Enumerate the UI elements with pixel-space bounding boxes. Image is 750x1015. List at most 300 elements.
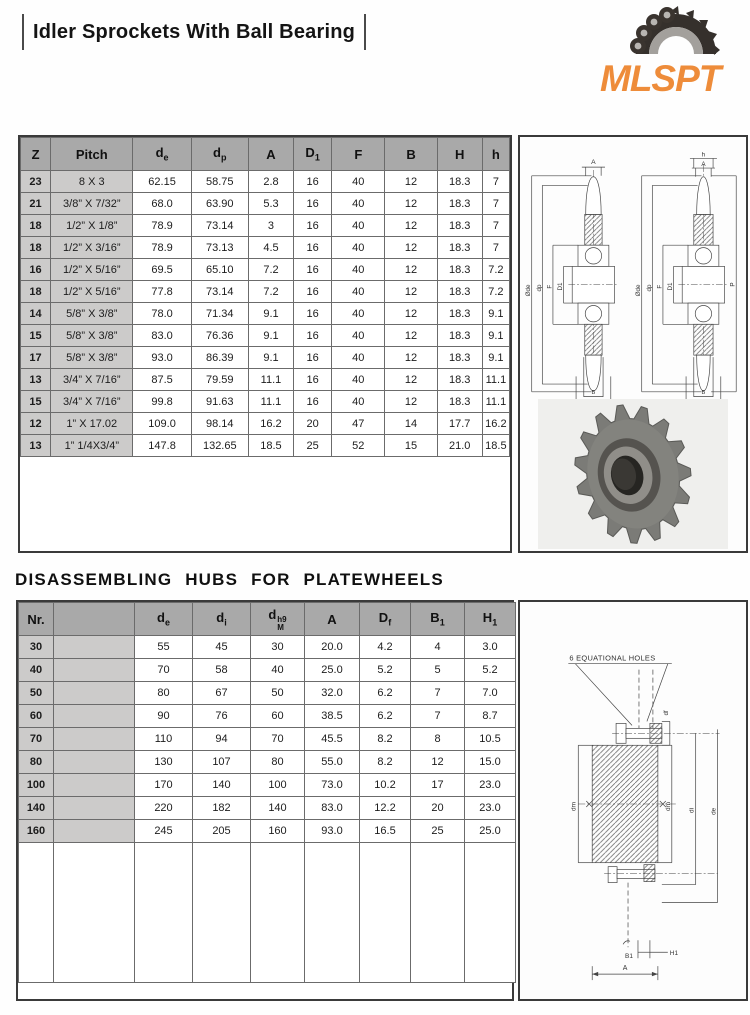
table-cell: 68.0 <box>133 193 191 215</box>
table-cell: 76 <box>193 705 251 728</box>
row-label: 100 <box>19 774 54 797</box>
column-header <box>54 603 135 636</box>
header-row <box>19 603 516 636</box>
table-cell: 45 <box>193 636 251 659</box>
dim-label-B1: B1 <box>625 953 633 961</box>
column-header: H <box>437 138 482 171</box>
table-cell: 78.9 <box>133 215 191 237</box>
dim-label-P: P <box>729 282 737 287</box>
table-row <box>19 774 516 797</box>
row-label: 30 <box>19 636 54 659</box>
dim-label-A: A <box>622 965 628 973</box>
table-cell: 2.8 <box>248 171 293 193</box>
table-cell: 25 <box>411 820 465 843</box>
empty-cell <box>411 843 465 983</box>
table-cell: 3 <box>248 215 293 237</box>
table-cell: 3/4” X 7/16” <box>51 391 133 413</box>
table-cell: 16 <box>294 325 332 347</box>
column-header: F <box>332 138 385 171</box>
table-cell: 45.5 <box>305 728 360 751</box>
table-row <box>19 659 516 682</box>
table-row <box>21 435 510 457</box>
column-header: B <box>385 138 437 171</box>
table-cell <box>54 751 135 774</box>
column-header: $d_e$ <box>133 138 191 171</box>
table-cell: 7 <box>411 705 465 728</box>
table-cell: 80 <box>251 751 305 774</box>
table-cell: 182 <box>193 797 251 820</box>
table-cell: 80 <box>135 682 193 705</box>
table-cell: 71.34 <box>191 303 248 325</box>
table-cell: 47 <box>332 413 385 435</box>
table-cell: 40 <box>332 259 385 281</box>
table-cell: 40 <box>332 281 385 303</box>
table-cell: 9.1 <box>248 347 293 369</box>
dim-label-dp: dp <box>645 284 653 292</box>
hub-drawing-panel <box>518 600 748 1001</box>
table-cell: 40 <box>332 369 385 391</box>
table-cell: 23.0 <box>465 774 516 797</box>
table-cell: 7.2 <box>482 281 509 303</box>
title-left-bar <box>22 14 24 50</box>
dim-label-F: F <box>546 284 554 289</box>
dim-label-B: B <box>591 390 596 397</box>
table-cell: 15 <box>385 435 437 457</box>
table-row <box>19 820 516 843</box>
row-label: 50 <box>19 682 54 705</box>
table-cell: 25.0 <box>465 820 516 843</box>
table-cell: 12 <box>385 259 437 281</box>
table-cell <box>54 682 135 705</box>
column-header: $d_i$ <box>193 603 251 636</box>
table-cell: 107 <box>193 751 251 774</box>
table-row <box>19 728 516 751</box>
table-cell: 21.0 <box>437 435 482 457</box>
table-cell: 16 <box>294 259 332 281</box>
table-cell: 3/8” X 7/32” <box>51 193 133 215</box>
table-cell: 91.63 <box>191 391 248 413</box>
table-cell: 40 <box>332 325 385 347</box>
dim-label-de: Øde <box>634 284 642 297</box>
page-title: Idler Sprockets With Ball Bearing <box>33 20 356 43</box>
table-row <box>21 325 510 347</box>
table-cell: 10.5 <box>465 728 516 751</box>
sprocket-section-drawing-left <box>524 143 632 413</box>
table-cell: 15.0 <box>465 751 516 774</box>
table-row <box>21 303 510 325</box>
table-cell: 8 <box>411 728 465 751</box>
table-cell: 8.2 <box>360 728 411 751</box>
table-cell: 109.0 <box>133 413 191 435</box>
row-label: 13 <box>21 369 51 391</box>
row-label: 60 <box>19 705 54 728</box>
row-label: 70 <box>19 728 54 751</box>
table-cell: 16 <box>294 215 332 237</box>
table-cell: 1” X 17.02 <box>51 413 133 435</box>
table-cell: 5 <box>411 659 465 682</box>
table-cell: 3/4” X 7/16” <box>51 369 133 391</box>
table-cell: 12.2 <box>360 797 411 820</box>
table-cell: 83.0 <box>133 325 191 347</box>
table-cell: 9.1 <box>482 325 509 347</box>
row-label: 15 <box>21 391 51 413</box>
row-label: 16 <box>21 259 51 281</box>
empty-cell <box>135 843 193 983</box>
table-cell: 62.15 <box>133 171 191 193</box>
table-row <box>21 171 510 193</box>
table-row <box>19 705 516 728</box>
sprocket-drawing-panel <box>518 135 748 553</box>
table-cell: 140 <box>193 774 251 797</box>
table-cell: 40 <box>332 237 385 259</box>
table-cell <box>54 636 135 659</box>
table-cell: 9.1 <box>482 347 509 369</box>
table-cell: 78.9 <box>133 237 191 259</box>
dim-label-de: de <box>710 807 718 815</box>
table-cell: 50 <box>251 682 305 705</box>
column-header: $B_1$ <box>411 603 465 636</box>
table-cell: 6.2 <box>360 705 411 728</box>
table-cell: 7.2 <box>482 259 509 281</box>
table-cell: 67 <box>193 682 251 705</box>
table-cell: 5/8” X 3/8” <box>51 325 133 347</box>
table-cell: 93.0 <box>305 820 360 843</box>
table-cell: 6.2 <box>360 682 411 705</box>
table-cell: 70 <box>135 659 193 682</box>
empty-cell <box>465 843 516 983</box>
row-label: 14 <box>21 303 51 325</box>
table-cell: 16 <box>294 369 332 391</box>
dim-label-F: F <box>656 284 664 289</box>
table-cell: 16.2 <box>248 413 293 435</box>
dim-label-D1: D1 <box>557 282 565 291</box>
table-cell: 40 <box>332 303 385 325</box>
row-label: 15 <box>21 325 51 347</box>
table-cell: 7.2 <box>248 281 293 303</box>
column-header: $D_f$ <box>360 603 411 636</box>
table-cell: 16 <box>294 347 332 369</box>
row-label: 13 <box>21 435 51 457</box>
table-cell: 18.3 <box>437 391 482 413</box>
table-row <box>21 259 510 281</box>
dim-label-dp: dp <box>535 284 543 292</box>
dim-label-di: di <box>688 807 696 813</box>
table-cell: 100 <box>251 774 305 797</box>
table-row <box>19 682 516 705</box>
logo-text: MLSPT <box>600 58 721 96</box>
table-cell: 12 <box>385 347 437 369</box>
empty-row <box>19 843 516 983</box>
table-cell: 16 <box>294 237 332 259</box>
table-cell: 73.0 <box>305 774 360 797</box>
table-cell: 90 <box>135 705 193 728</box>
column-header: A <box>248 138 293 171</box>
table-cell: 18.3 <box>437 215 482 237</box>
column-header: A <box>305 603 360 636</box>
table-cell: 18.5 <box>248 435 293 457</box>
column-header: d h9 M <box>251 603 305 636</box>
table-cell: 7.0 <box>465 682 516 705</box>
table-cell: 79.59 <box>191 369 248 391</box>
table-cell: 7 <box>482 215 509 237</box>
table-cell <box>54 728 135 751</box>
column-header: Nr. <box>19 603 54 636</box>
table-cell: 38.5 <box>305 705 360 728</box>
table-cell <box>54 797 135 820</box>
table-cell: 12 <box>385 171 437 193</box>
row-label: 160 <box>19 820 54 843</box>
sprocket-table <box>20 137 510 457</box>
table-row <box>19 636 516 659</box>
table-cell: 86.39 <box>191 347 248 369</box>
table-cell: 40 <box>332 391 385 413</box>
column-header: h <box>482 138 509 171</box>
table-cell: 16 <box>294 171 332 193</box>
table-cell: 12 <box>385 215 437 237</box>
empty-cell <box>19 843 54 983</box>
table-cell: 4.2 <box>360 636 411 659</box>
table-cell: 16 <box>294 281 332 303</box>
table-cell: 110 <box>135 728 193 751</box>
table-cell: 9.1 <box>482 303 509 325</box>
row-label: 23 <box>21 171 51 193</box>
table-cell: 9.1 <box>248 303 293 325</box>
table-cell: 5/8” X 3/8” <box>51 303 133 325</box>
column-header: $d_e$ <box>135 603 193 636</box>
table-cell: 4 <box>411 636 465 659</box>
table-cell: 130 <box>135 751 193 774</box>
dim-label-H1: H1 <box>669 950 679 958</box>
row-label: 18 <box>21 215 51 237</box>
row-label: 21 <box>21 193 51 215</box>
dim-label-de: Øde <box>524 284 532 297</box>
company-logo <box>596 4 746 96</box>
table-cell: 16.2 <box>482 413 509 435</box>
table-cell: 18.3 <box>437 281 482 303</box>
table-cell: 7 <box>482 237 509 259</box>
table-cell: 12 <box>385 369 437 391</box>
column-header: $H_1$ <box>465 603 516 636</box>
table-cell: 11.1 <box>482 369 509 391</box>
table-cell: 55.0 <box>305 751 360 774</box>
table-cell: 58 <box>193 659 251 682</box>
table-cell: 17 <box>411 774 465 797</box>
row-label: 80 <box>19 751 54 774</box>
table-cell: 1/2” X 3/16” <box>51 237 133 259</box>
table-cell: 32.0 <box>305 682 360 705</box>
table-cell <box>54 774 135 797</box>
table-cell: 76.36 <box>191 325 248 347</box>
table-cell: 5.2 <box>360 659 411 682</box>
sprocket-table-container <box>18 135 512 553</box>
table-row <box>21 215 510 237</box>
column-header: $D_1$ <box>294 138 332 171</box>
table-cell: 18.3 <box>437 347 482 369</box>
table-cell: 16 <box>294 391 332 413</box>
row-label: 18 <box>21 281 51 303</box>
table-cell: 55 <box>135 636 193 659</box>
table-cell: 58.75 <box>191 171 248 193</box>
table-cell: 40 <box>332 347 385 369</box>
table-row <box>21 281 510 303</box>
table-row <box>21 193 510 215</box>
table-cell: 12 <box>385 391 437 413</box>
sprocket-chain-icon <box>630 6 720 55</box>
row-label: 40 <box>19 659 54 682</box>
table-cell: 18.5 <box>482 435 509 457</box>
table-cell <box>54 820 135 843</box>
table-cell: 147.8 <box>133 435 191 457</box>
column-header: $d_p$ <box>191 138 248 171</box>
table-cell: 99.8 <box>133 391 191 413</box>
table-cell: 94 <box>193 728 251 751</box>
table-cell: 78.0 <box>133 303 191 325</box>
table-cell: 16 <box>294 303 332 325</box>
table-cell: 98.14 <box>191 413 248 435</box>
table-cell: 40 <box>332 215 385 237</box>
table-cell: 77.8 <box>133 281 191 303</box>
table-cell: 11.1 <box>482 391 509 413</box>
table-cell: 40 <box>332 193 385 215</box>
table-cell: 65.10 <box>191 259 248 281</box>
table-row <box>21 369 510 391</box>
dim-label-B: B <box>701 390 706 397</box>
table-cell: 3.0 <box>465 636 516 659</box>
table-cell: 12 <box>385 325 437 347</box>
sprocket-section-drawing-right <box>634 143 742 413</box>
dim-label-dm-left: dm <box>570 801 578 811</box>
header-row <box>21 138 510 171</box>
table-cell: 93.0 <box>133 347 191 369</box>
dim-label-A: A <box>591 159 596 167</box>
section-title: DISASSEMBLING HUBS FOR PLATEWHEELS <box>15 570 444 589</box>
table-cell: 60 <box>251 705 305 728</box>
table-cell: 18.3 <box>437 259 482 281</box>
table-cell: 7.2 <box>248 259 293 281</box>
table-cell: 1/2” X 5/16” <box>51 259 133 281</box>
table-cell: 25.0 <box>305 659 360 682</box>
table-cell <box>54 659 135 682</box>
dim-label-df: df <box>663 710 670 716</box>
row-label: 17 <box>21 347 51 369</box>
title-right-bar <box>364 14 366 50</box>
table-cell: 8.7 <box>465 705 516 728</box>
hub-table-container <box>16 600 514 1001</box>
table-cell: 8 X 3 <box>51 171 133 193</box>
table-cell: 73.14 <box>191 215 248 237</box>
table-row <box>19 751 516 774</box>
table-cell: 12 <box>385 237 437 259</box>
table-cell: 132.65 <box>191 435 248 457</box>
table-row <box>21 347 510 369</box>
table-cell: 12 <box>385 193 437 215</box>
table-cell: 170 <box>135 774 193 797</box>
row-label: 12 <box>21 413 51 435</box>
table-cell: 23.0 <box>465 797 516 820</box>
table-cell <box>54 705 135 728</box>
table-row <box>21 391 510 413</box>
table-cell: 18.3 <box>437 193 482 215</box>
table-cell: 40 <box>332 171 385 193</box>
table-cell: 11.1 <box>248 391 293 413</box>
hub-table <box>18 602 516 983</box>
table-cell: 70 <box>251 728 305 751</box>
hub-drawing <box>520 604 746 998</box>
table-cell: 140 <box>251 797 305 820</box>
table-cell: 7 <box>482 171 509 193</box>
dim-label-A: A <box>701 161 706 169</box>
table-cell: 20 <box>411 797 465 820</box>
empty-cell <box>193 843 251 983</box>
table-cell: 1/2” X 5/16” <box>51 281 133 303</box>
table-cell: 73.13 <box>191 237 248 259</box>
table-cell: 18.3 <box>437 369 482 391</box>
table-cell: 87.5 <box>133 369 191 391</box>
table-cell: 5.3 <box>248 193 293 215</box>
table-cell: 1/2” X 1/8” <box>51 215 133 237</box>
table-cell: 12 <box>411 751 465 774</box>
dim-label-D1: D1 <box>667 282 675 291</box>
sprocket-photo <box>538 399 728 549</box>
table-cell: 83.0 <box>305 797 360 820</box>
row-label: 18 <box>21 237 51 259</box>
table-cell: 17.7 <box>437 413 482 435</box>
table-cell: 7 <box>411 682 465 705</box>
empty-cell <box>360 843 411 983</box>
empty-cell <box>251 843 305 983</box>
table-cell: 16 <box>294 193 332 215</box>
empty-cell <box>305 843 360 983</box>
empty-cell <box>54 843 135 983</box>
table-cell: 63.90 <box>191 193 248 215</box>
table-cell: 205 <box>193 820 251 843</box>
table-cell: 12 <box>385 303 437 325</box>
table-row <box>21 413 510 435</box>
table-cell: 160 <box>251 820 305 843</box>
table-cell: 14 <box>385 413 437 435</box>
table-cell: 20.0 <box>305 636 360 659</box>
table-cell: 12 <box>385 281 437 303</box>
table-cell: 245 <box>135 820 193 843</box>
column-header: Pitch <box>51 138 133 171</box>
table-cell: 16.5 <box>360 820 411 843</box>
table-cell: 30 <box>251 636 305 659</box>
table-cell: 5.2 <box>465 659 516 682</box>
table-row <box>19 797 516 820</box>
table-cell: 18.3 <box>437 171 482 193</box>
table-cell: 10.2 <box>360 774 411 797</box>
column-header: Z <box>21 138 51 171</box>
table-cell: 9.1 <box>248 325 293 347</box>
dim-label-dm-right: dm <box>664 801 672 811</box>
table-cell: 69.5 <box>133 259 191 281</box>
table-cell: 20 <box>294 413 332 435</box>
row-label: 140 <box>19 797 54 820</box>
table-cell: 8.2 <box>360 751 411 774</box>
table-cell: 220 <box>135 797 193 820</box>
table-cell: 7 <box>482 193 509 215</box>
table-cell: 18.3 <box>437 325 482 347</box>
table-cell: 4.5 <box>248 237 293 259</box>
table-cell: 40 <box>251 659 305 682</box>
table-cell: 52 <box>332 435 385 457</box>
table-cell: 25 <box>294 435 332 457</box>
table-cell: 73.14 <box>191 281 248 303</box>
page-title-block <box>22 14 366 50</box>
dim-label-h: h <box>701 151 706 159</box>
table-row <box>21 237 510 259</box>
table-cell: 11.1 <box>248 369 293 391</box>
